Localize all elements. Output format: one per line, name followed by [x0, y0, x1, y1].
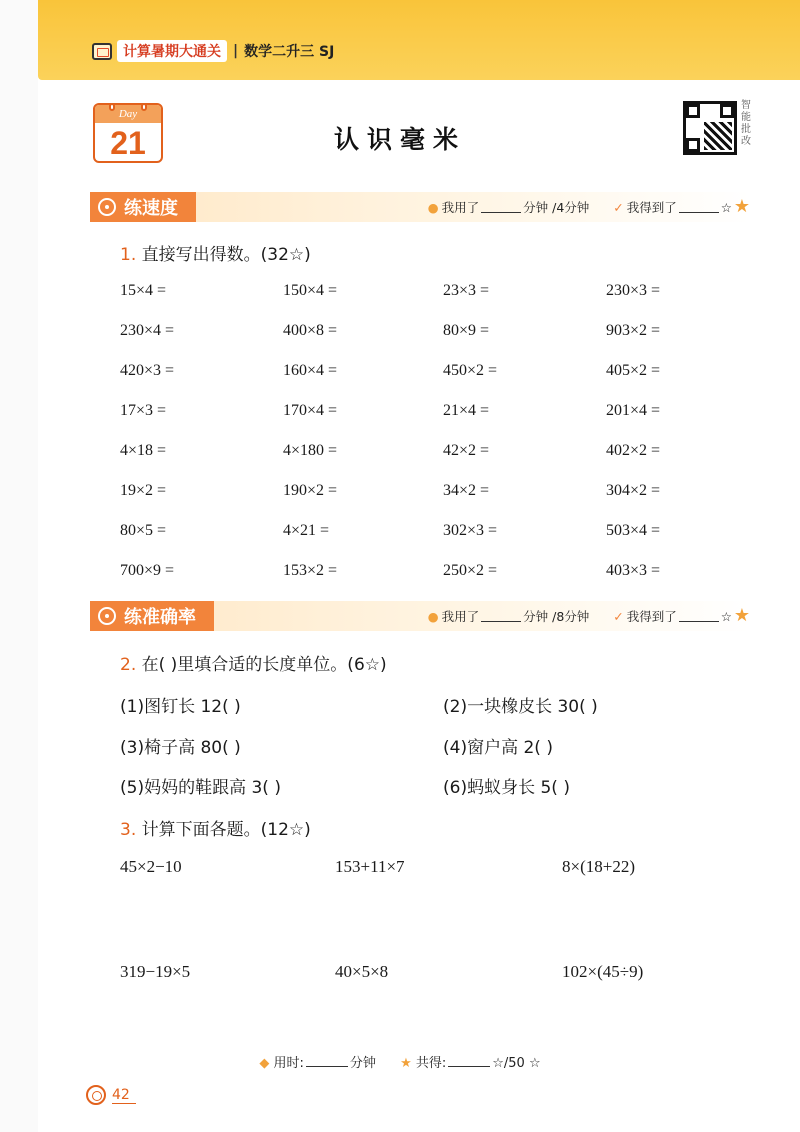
- calc-item: 420×3 =: [120, 362, 175, 379]
- expression: 102×(45÷9): [562, 962, 644, 981]
- calc-item: 80×9 =: [443, 322, 490, 339]
- calc-item: 19×2 =: [120, 482, 167, 499]
- section-accuracy-label: 练准确率: [124, 607, 196, 628]
- question-text: 计算下面各题。(12☆): [141, 820, 311, 840]
- calc-item: 503×4 =: [606, 522, 661, 539]
- calc-item: 80×5 =: [120, 522, 167, 539]
- calc-item: 304×2 =: [606, 482, 661, 499]
- fill-item[interactable]: (1)图钉长 12( ): [120, 697, 241, 717]
- section-accuracy-stats: [428, 607, 732, 625]
- star-icon: ★: [733, 605, 750, 626]
- minutes-label: 分钟 /4分钟: [523, 200, 590, 215]
- page-number: [86, 1085, 130, 1105]
- calc-item: 190×2 =: [283, 482, 338, 499]
- calc-item: 23×3 =: [443, 282, 490, 299]
- section-speed-label: 练速度: [124, 198, 178, 219]
- got-label: 我得到了: [626, 200, 677, 215]
- section-speed-stats: [428, 198, 732, 216]
- expression: 319−19×5: [120, 962, 191, 981]
- calc-item: 17×3 =: [120, 402, 167, 419]
- qr-code-icon[interactable]: [683, 101, 737, 155]
- star-label: ☆: [720, 608, 732, 624]
- hand-icon: ●: [427, 199, 439, 215]
- calc-item: 230×4 =: [120, 322, 175, 339]
- calc-item: 160×4 =: [283, 362, 338, 379]
- calc-item: 700×9 =: [120, 562, 175, 579]
- calc-item: 4×180 =: [283, 442, 338, 459]
- check-icon: ✓: [613, 199, 624, 215]
- header-separator: |: [233, 43, 239, 59]
- calc-item: 400×8 =: [283, 322, 338, 339]
- footer: [0, 1052, 800, 1071]
- section-speed-label-box: [90, 192, 196, 222]
- time-blank[interactable]: [306, 1055, 348, 1067]
- minutes-label: 分钟 /8分钟: [523, 609, 590, 624]
- fill-item[interactable]: (6)蚂蚁身长 5( ): [443, 778, 570, 798]
- calendar-ring-icon: [109, 103, 115, 111]
- score-blank[interactable]: [679, 201, 719, 213]
- time-label: 用时:: [273, 1056, 304, 1071]
- day-label: Day: [95, 105, 161, 123]
- question-number: 3.: [120, 820, 137, 840]
- used-label: 我用了: [441, 609, 480, 624]
- expression: 8×(18+22): [562, 857, 635, 876]
- fill-item[interactable]: (2)一块橡皮长 30( ): [443, 697, 598, 717]
- page-edge: [0, 0, 38, 1132]
- total-label: 共得:: [415, 1056, 447, 1071]
- sun-icon: [86, 1085, 106, 1105]
- calc-item: 4×21 =: [283, 522, 330, 539]
- footer-time: [259, 1052, 376, 1071]
- stopwatch-icon: [98, 198, 116, 216]
- calc-item: 230×3 =: [606, 282, 661, 299]
- calc-item: 4×18 =: [120, 442, 167, 459]
- question-number: 2.: [120, 655, 137, 675]
- question-text: 在( )里填合适的长度单位。(6☆): [141, 655, 387, 675]
- series-header: [92, 40, 334, 62]
- fill-item[interactable]: (3)椅子高 80( ): [120, 738, 241, 758]
- section-speed-banner: [90, 192, 750, 222]
- time-blank[interactable]: [481, 610, 521, 622]
- question-2: [120, 650, 387, 675]
- star-icon: ★: [400, 1056, 412, 1071]
- calc-item: 450×2 =: [443, 362, 498, 379]
- clock-icon: ◆: [259, 1056, 270, 1071]
- star-icon: ★: [733, 196, 750, 217]
- footer-total: [400, 1052, 541, 1071]
- section-accuracy-banner: [90, 601, 750, 631]
- star-label: ☆: [720, 199, 732, 215]
- calc-item: 302×3 =: [443, 522, 498, 539]
- calc-item: 201×4 =: [606, 402, 661, 419]
- calc-item: 903×2 =: [606, 322, 661, 339]
- expression: 40×5×8: [335, 962, 389, 981]
- time-blank[interactable]: [481, 201, 521, 213]
- calc-item: 150×4 =: [283, 282, 338, 299]
- page-number-text: 42: [112, 1087, 130, 1103]
- calc-item: 42×2 =: [443, 442, 490, 459]
- calendar-ring-icon: [141, 103, 147, 111]
- target-icon: [98, 607, 116, 625]
- fill-item[interactable]: (5)妈妈的鞋跟高 3( ): [120, 778, 281, 798]
- calc-item: 170×4 =: [283, 402, 338, 419]
- page-title: 认识毫米: [333, 125, 466, 154]
- question-text: 直接写出得数。(32☆): [141, 245, 311, 265]
- calc-item: 403×3 =: [606, 562, 661, 579]
- calc-item: 153×2 =: [283, 562, 338, 579]
- day-number: 21: [110, 125, 146, 161]
- calc-item: 15×4 =: [120, 282, 167, 299]
- check-icon: ✓: [613, 608, 624, 624]
- question-3: [120, 815, 311, 840]
- calc-item: 34×2 =: [443, 482, 490, 499]
- series-name: 计算暑期大通关: [117, 40, 227, 62]
- grade-label: 数学二升三 SJ: [244, 44, 335, 60]
- calc-item: 250×2 =: [443, 562, 498, 579]
- qr-caption: 智能批改: [741, 100, 751, 147]
- got-label: 我得到了: [626, 609, 677, 624]
- fill-item[interactable]: (4)窗户高 2( ): [443, 738, 553, 758]
- hand-icon: ●: [427, 608, 439, 624]
- used-label: 我用了: [441, 200, 480, 215]
- calc-item: 402×2 =: [606, 442, 661, 459]
- total-blank[interactable]: [448, 1055, 490, 1067]
- book-icon: [92, 43, 112, 60]
- total-unit: ☆/50 ☆: [492, 1056, 541, 1071]
- score-blank[interactable]: [679, 610, 719, 622]
- expression: 45×2−10: [120, 857, 182, 876]
- time-unit: 分钟: [349, 1056, 376, 1071]
- calc-item: 405×2 =: [606, 362, 661, 379]
- expression: 153+11×7: [335, 857, 405, 876]
- section-accuracy-label-box: [90, 601, 214, 631]
- calc-item: 21×4 =: [443, 402, 490, 419]
- question-1: [120, 240, 311, 265]
- question-number: 1.: [120, 245, 137, 265]
